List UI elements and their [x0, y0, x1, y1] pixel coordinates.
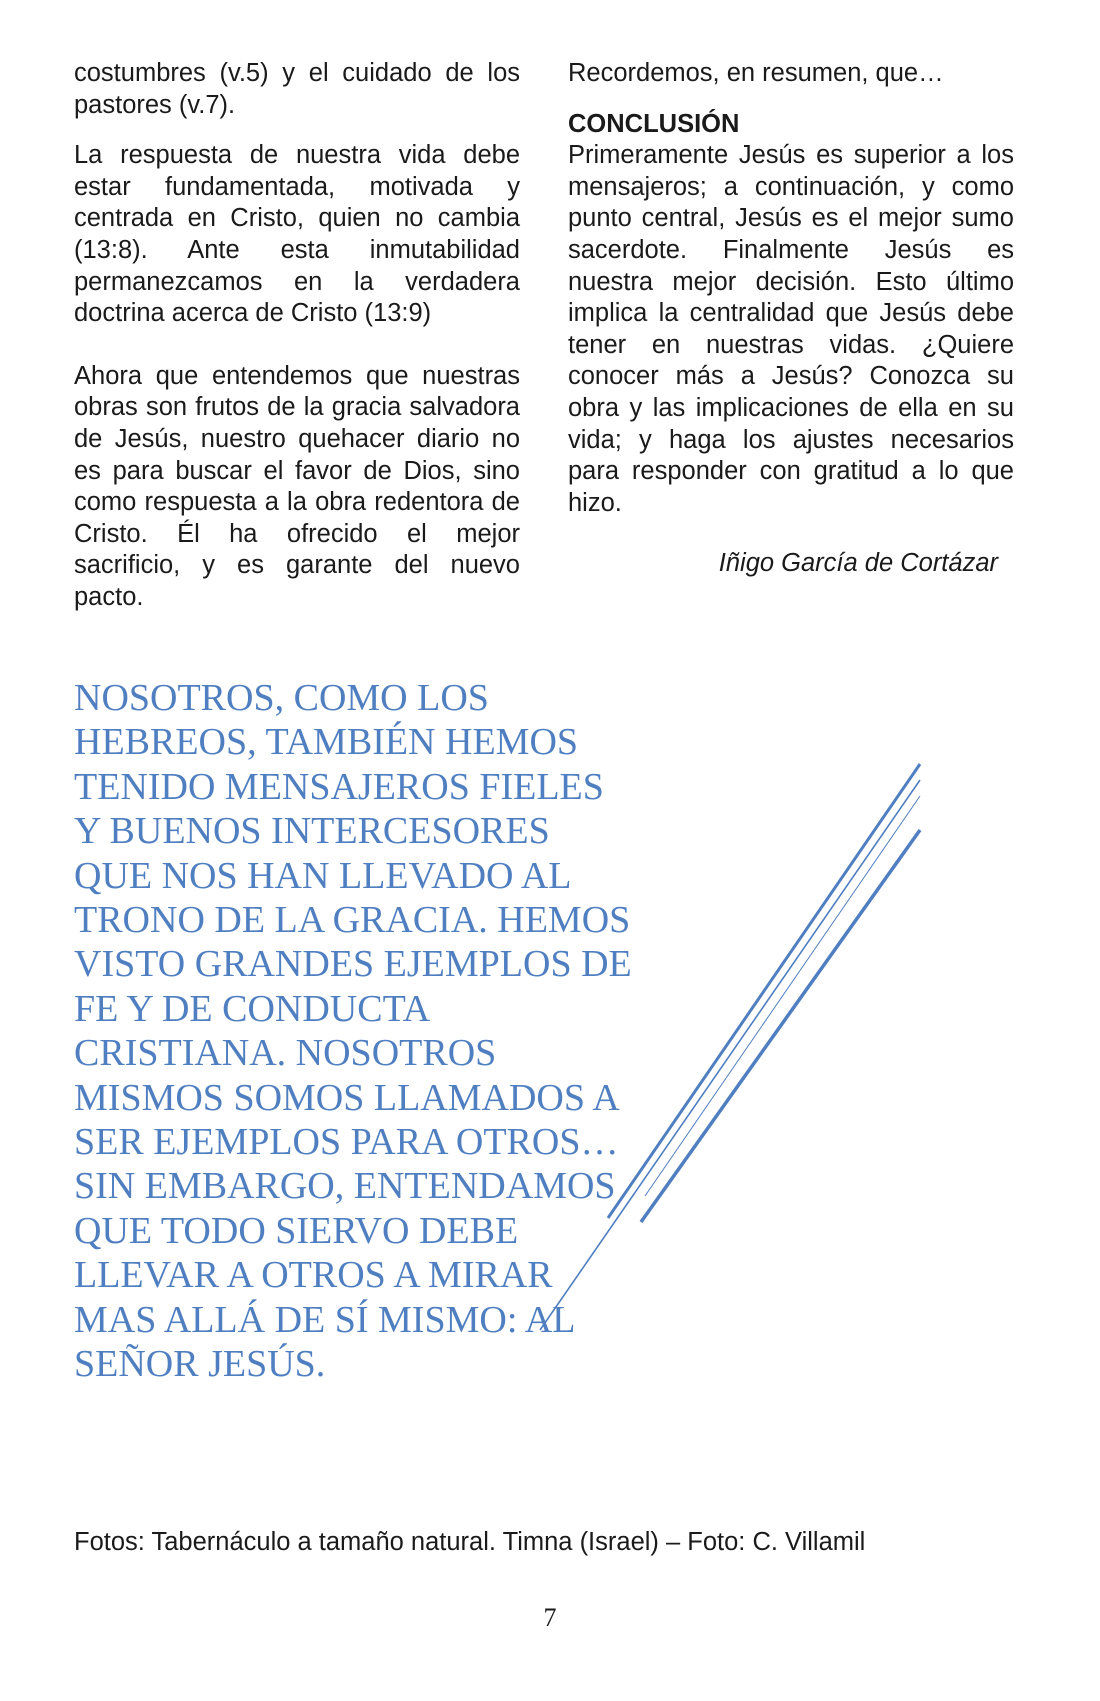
paragraph-response: La respuesta de nuestra vida debe estar fundamentada, motivada y centrada en Cristo, quien no cambia (13:8). Ante esta inmutabilidad permanezcamos en la verdadera doctrina acerca de Cristo (13:9) — [74, 141, 520, 328]
paragraph-grace: Ahora que entendemos que nuestras obras son frutos de la gracia salvadora de Jesús, nuestro quehacer diario no es para buscar el favor de Dios, sino como respuesta a la obra redentora de Cristo. Él ha ofrecido el mejor sacrificio, y es garante del nuevo pacto. — [74, 361, 520, 611]
diagonal-line-thick — [608, 764, 920, 1218]
pull-quote: NOSOTROS, COMO LOS HEBREOS, TAMBIÉN HEMOS TENIDO MENSAJEROS FIELES Y BUENOS INTERCESORES QUE NOS HAN LLEVADO AL TRONO DE LA GRACIA. HEMOS VISTO GRANDES EJEMPLOS DE FE Y DE CONDUCTA CRISTIANA. NOSOTROS MISMOS SOMOS LLAMADOS A SER EJEMPLOS PARA OTROS… SIN EMBARGO, ENTENDAMOS QUE TODO SIERVO DEBE LLEVAR A OTROS A MIRAR MAS ALLÁ DE SÍ MISMO: AL SEÑOR JESÚS. — [74, 677, 632, 1386]
diagonal-line-thick-lower — [641, 830, 920, 1222]
conclusion-heading: CONCLUSIÓN — [568, 109, 740, 138]
right-column — [568, 58, 1014, 580]
author-signature: Iñigo García de Cortázar — [718, 549, 998, 578]
photo-caption: Fotos: Tabernáculo a tamaño natural. Timna (Israel) – Foto: C. Villamil — [74, 1528, 866, 1556]
left-column — [74, 58, 520, 614]
diagonal-line-thin-2 — [645, 796, 920, 1196]
paragraph-summary-intro: Recordemos, en resumen, que… — [568, 59, 944, 87]
paragraph-conclusion: Primeramente Jesús es superior a los mensajeros; a continuación, y como punto central, Jesús es el mejor sumo sacerdote. Finalmente Jesús es nuestra mejor decisión. Esto último implica la centralidad que Jesús debe tener en nuestras vidas. ¿Quiere conocer más a Jesús? Conozca su obra y las implicaciones de ella en su vida; y haga los ajustes necesarios para responder con gratitud a lo que hizo. — [568, 141, 1014, 517]
page-number: 7 — [543, 1603, 557, 1632]
paragraph-continuation: costumbres (v.5) y el cuidado de los pastores (v.7). — [74, 59, 520, 119]
